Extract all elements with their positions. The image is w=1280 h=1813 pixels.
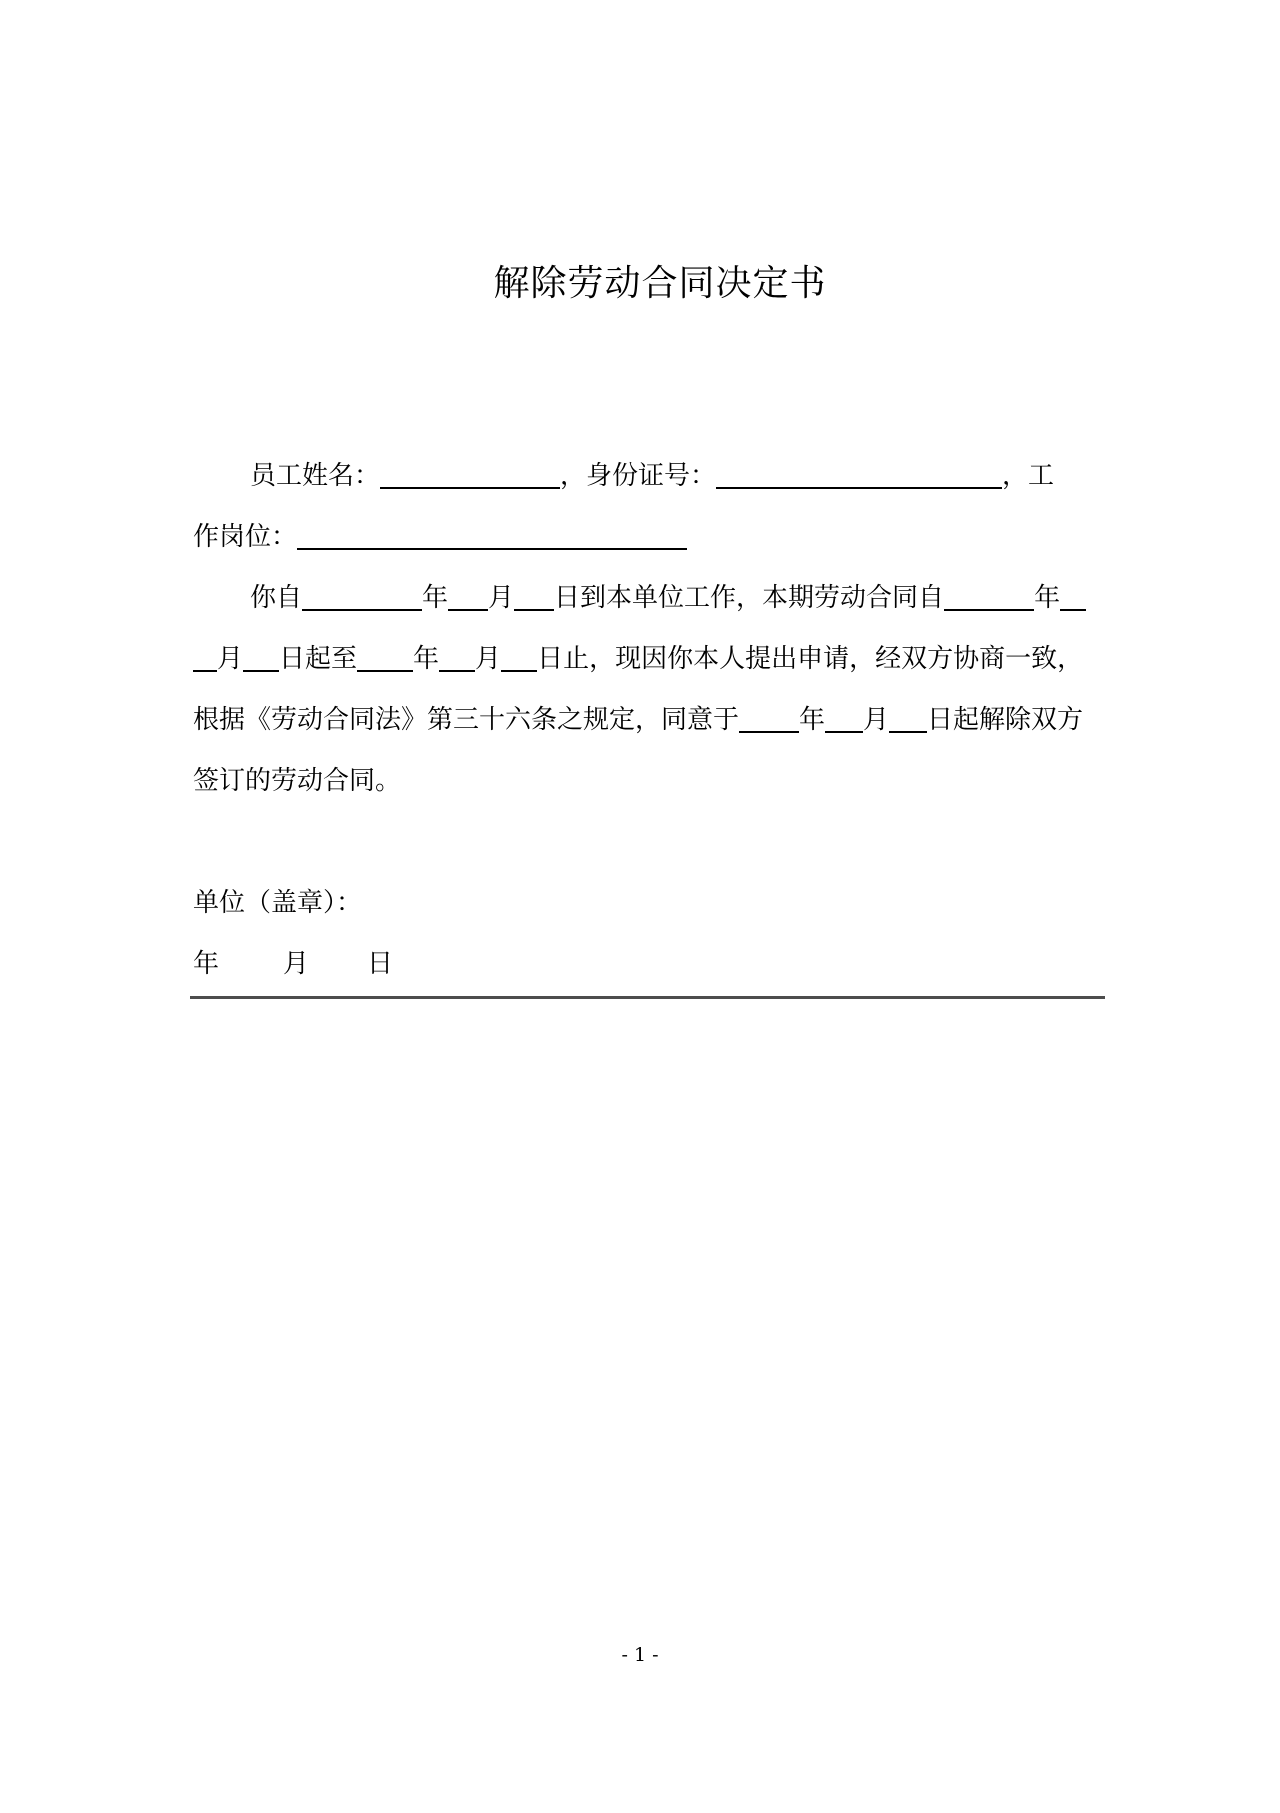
- text-segment: 作岗位：: [193, 522, 298, 552]
- blank-field: [889, 711, 927, 733]
- line-contract-period: [193, 629, 1083, 690]
- text-segment: ，工: [1002, 461, 1055, 491]
- text-segment: 日: [367, 949, 394, 979]
- blank-field: [1060, 589, 1086, 611]
- text-segment: 根据《劳动合同法》第三十六条之规定，同意于: [193, 705, 740, 735]
- text-segment: 月: [217, 644, 244, 674]
- text-segment: 月: [488, 583, 515, 613]
- document-body: [193, 446, 1083, 995]
- text-segment: 日起解除双方: [927, 705, 1084, 735]
- horizontal-divider: [190, 996, 1105, 999]
- text-segment: 日止，现因你本人提出申请，经双方协商一致，: [537, 644, 1084, 674]
- blank-field: [439, 650, 475, 672]
- gap-spacer: [219, 971, 283, 972]
- text-segment: 单位（盖章）：: [193, 888, 363, 918]
- text-segment: 日到本单位工作，本期劳动合同自: [554, 583, 945, 613]
- text-segment: 月: [475, 644, 502, 674]
- blank-field: [944, 589, 1034, 611]
- line-employee-info: [193, 446, 1083, 507]
- text-segment: 年: [413, 644, 440, 674]
- blank-field: [380, 467, 560, 489]
- page-number: - 1 -: [621, 1644, 659, 1666]
- blank-field: [243, 650, 279, 672]
- blank-field: [302, 589, 422, 611]
- text-segment: 年: [799, 705, 826, 735]
- text-segment: ，身份证号：: [560, 461, 717, 491]
- blank-field: [514, 589, 554, 611]
- blank-field: [739, 711, 799, 733]
- blank-field: [357, 650, 413, 672]
- text-segment: 签订的劳动合同。: [193, 766, 402, 796]
- line-closing: [193, 751, 1083, 812]
- text-segment: 日起至: [279, 644, 358, 674]
- blank-field: [825, 711, 863, 733]
- line-work-start: [193, 568, 1083, 629]
- blank-field: [297, 528, 687, 550]
- blank-field: [193, 650, 217, 672]
- line-unit-stamp-label: [193, 873, 1083, 934]
- text-segment: 年: [422, 583, 449, 613]
- line-date: [193, 934, 1083, 995]
- blank-field: [501, 650, 537, 672]
- gap-spacer: [309, 971, 367, 972]
- text-segment: 员工姓名：: [250, 461, 381, 491]
- blank-field: [716, 467, 1002, 489]
- text-segment: 你自: [250, 583, 303, 613]
- blank-field: [448, 589, 488, 611]
- line-legal-basis: [193, 690, 1083, 751]
- text-segment: 年: [193, 949, 220, 979]
- document-title: 解除劳动合同决定书: [493, 263, 827, 304]
- text-segment: 月: [863, 705, 890, 735]
- line-job-position: [193, 507, 1083, 568]
- line-spacer: [193, 812, 1083, 873]
- text-segment: 月: [283, 949, 310, 979]
- text-segment: 年: [1034, 583, 1061, 613]
